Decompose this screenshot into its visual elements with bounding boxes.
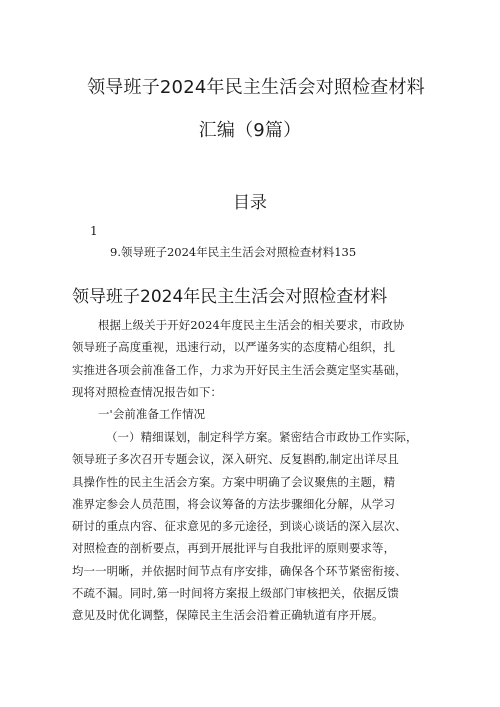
document-title-line-1: 领导班子2024年民主生活会对照检查材料 — [87, 77, 425, 98]
heading-section-1 — [72, 403, 442, 425]
paragraph-intro — [72, 314, 442, 403]
toc-page-number: 1 — [90, 224, 98, 238]
paragraph-line: 具操作性的民主生活会方案。方案中明确了会议聚焦的主题，精 — [72, 474, 396, 489]
toc-entry[interactable]: 9.领导班子2024年民主生活会对照检查材料135 — [110, 245, 357, 259]
paragraph-line: 准界定参会人员范围，将会议筹备的方法步骤细化分解，从学习 — [72, 496, 396, 511]
paragraph-line: 领导班子高度重视，迅速行动，以严谨务实的态度精心组织，扎 — [72, 340, 396, 355]
paragraph-line: 均一一明晰，并依据时间节点有序安排，确保各个环节紧密衔接、 — [72, 563, 407, 578]
paragraph-line: 领导班子多次召开专题会议，深入研究、反复斟酌,制定出详尽且 — [72, 452, 399, 467]
paragraph-line: 研讨的重点内容、征求意见的多元途径，到谈心谈话的深入层次、 — [72, 519, 407, 534]
paragraph-line: 不疏不漏。同时,第一时间将方案报上级部门审核把关，依据反馈 — [72, 586, 399, 601]
paragraph-line: 对照检查的剖析要点，再到开展批评与自我批评的原则要求等， — [72, 541, 396, 556]
toc-heading: 目录 — [233, 193, 267, 213]
heading-line: 一'会前准备工作情况 — [98, 407, 206, 421]
paragraph-line: 现将对照检查情况报告如下： — [72, 384, 223, 399]
paragraph-preparation — [72, 426, 442, 627]
section-title: 领导班子2024年民主生活会对照检查材料 — [72, 287, 388, 307]
paragraph-line: 实推进各项会前准备工作，力求为开好民主生活会奠定坚实基础， — [72, 362, 407, 377]
paragraph-line: （一）精细谋划，制定科学方案。紧密结合市政协工作实际， — [106, 430, 418, 444]
document-title-line-2: 汇编（9篇） — [198, 120, 302, 141]
paragraph-line: 根据上级关于开好2024年度民主生活会的相关要求，市政协 — [98, 318, 405, 332]
paragraph-line: 意见及时优化调整，保障民主生活会沿着正确轨道有序开展。 — [72, 608, 384, 623]
